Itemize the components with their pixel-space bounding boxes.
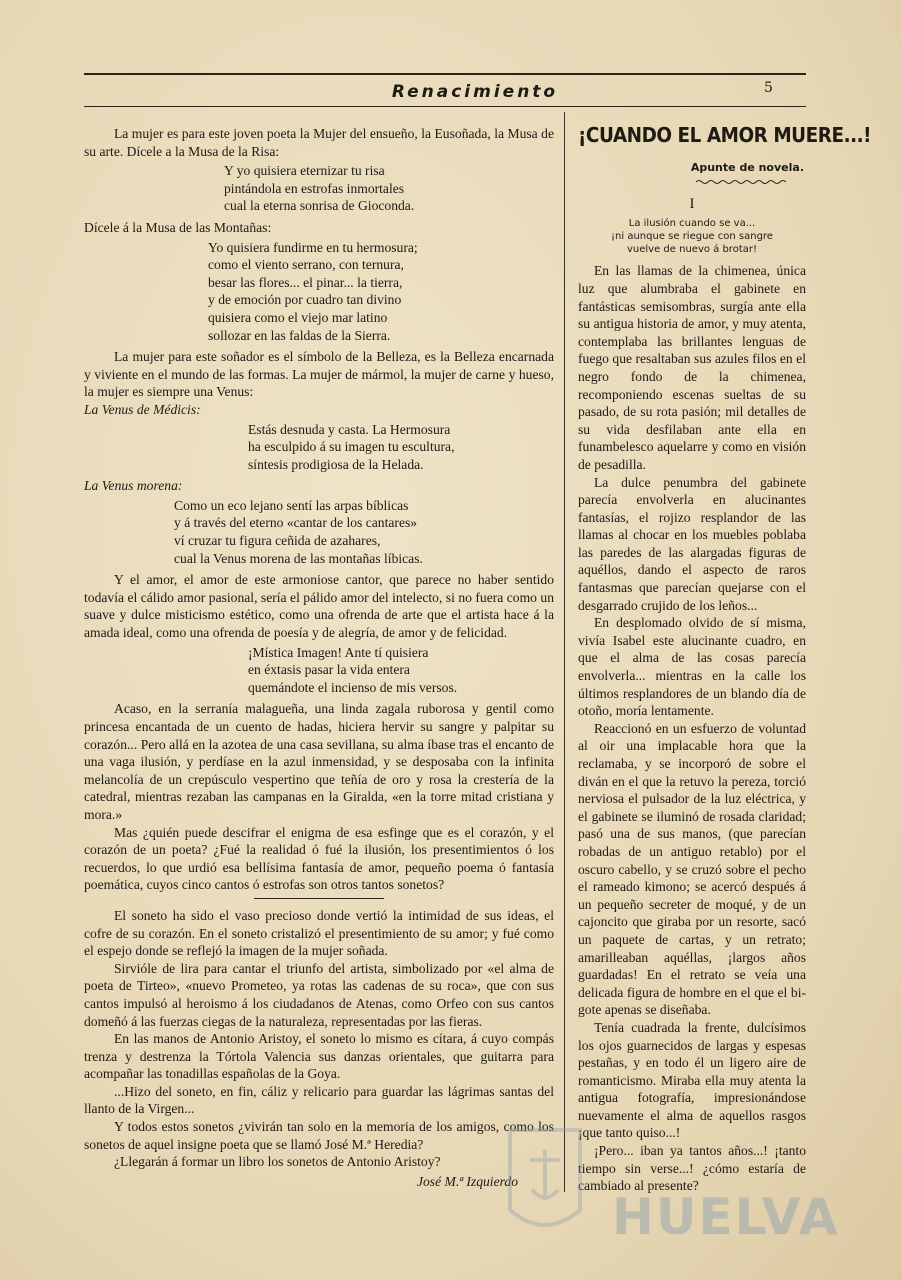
top-rule	[84, 73, 806, 75]
chapter-numeral: I	[689, 195, 695, 212]
masthead: Renacimiento	[391, 82, 559, 102]
story-subtitle: Apunte de novela.	[690, 160, 804, 174]
paragraph: La dulce penumbra del gabinete parecía envolverla en alucinantes fantasías, el rojizo resplandor de las llamas al chocar en los muebles poblaba las paredes de las alargadas figuras de aquéllos, dando el aspecto de raros fantasmas que parecían quejarse con el desgarrado crujido de los leños...	[578, 474, 806, 613]
paragraph: La mujer para este soñador es el símbolo de la Belleza, es la Belleza encarnada y viviente en el mundo de las formas. La mujer de mármol, la mujer de carne y hueso, la mujer es siempre una Venus:	[84, 349, 554, 400]
verse-block	[84, 239, 554, 345]
column-divider	[564, 112, 565, 1192]
paragraph: En las llamas de la chimenea, única luz que alumbraba el gabinete en fantásticas semisombras, surgía ante ella su antigua historia de amor, y muy atenta, contemplaba las brillantes lenguas de fuego que resaltaban sus azules filos en el negro fondo de la chimenea, recomponiendo escenas sueltas de su pasado, de su rota pasión; mil detalles de su vida desfilaban ante ella en funambelesco aquelarre y como en visión de pesadilla.	[578, 263, 806, 472]
left-column-article	[84, 125, 554, 1190]
page-number: 5	[764, 80, 773, 96]
verse-line: ¡Mística Imagen! Ante tí quisiera	[248, 644, 429, 660]
verse-line: quemándote el incienso de mis versos.	[248, 679, 458, 695]
verse-line: en éxtasis pasar la vida entera	[248, 662, 410, 678]
verse-line: y á través del eterno «cantar de los cantares»	[174, 515, 418, 531]
paragraph: En las manos de Antonio Aristoy, el soneto lo mismo es cítara, á cuyo compás trenza y destrenza la Tórtola Valencia sus danzas orientales, que guitarra para acompañar las tonadillas españolas de la Goya.	[84, 1031, 554, 1082]
verse-line: sollozar en las faldas de la Sierra.	[208, 327, 391, 343]
paragraph: En desplomado olvido de sí misma, vivía Isabel este alucinante cuadro, en que el alma de las cosas parecía envolverla... mientras en la calle los últimos resplandores de un blando día de otoño, moría lentamente.	[578, 615, 806, 719]
verse-line: y de emoción por cuadro tan divino	[208, 292, 402, 308]
paragraph: ¡Pero... iban ya tantos años...! ¡tanto tiempo sin verse...! ¿cómo estaría de cambiado al presente?	[578, 1143, 806, 1194]
section-divider	[254, 898, 384, 899]
verse-line: Estás desnuda y casta. La Hermosura	[248, 421, 451, 437]
author-signature: José M.ª Izquierdo	[416, 1173, 518, 1189]
verse-line: cual la eterna sonrisa de Gioconda.	[224, 198, 415, 214]
verse-line: ví cruzar tu figura ceñida de azahares,	[174, 533, 381, 549]
paragraph: Mas ¿quién puede descifrar el enigma de esa esfinge que es el corazón, y el corazón de un poeta? ¿Fué la realidad ó fué la ilusión, los presentimientos ó los recuerdos, lo que urdió esa bellísima fantasía de amor, pequeño poema ó fantasía poemática, cuyos cinco cantos ó estrofas son otros tantos sonetos?	[84, 824, 554, 893]
paragraph: Sirvióle de lira para cantar el triunfo del artista, simbolizado por «el alma de poeta de Tirteo», «nuevo Prometeo, ya rotas las cadenas de su roca», que con sus cantos impulsó al heroismo á los ciudadanos de Atenas, como Orfeo con sus cantos domeñó á las fuerzas ciegas de la naturaleza, representadas por las fieras.	[84, 960, 554, 1029]
verse-line: Yo quisiera fundirme en tu hermosura;	[208, 239, 418, 255]
verse-line: como el viento serrano, con ternura,	[208, 257, 404, 273]
watermark-text: HUELVA	[612, 1188, 840, 1246]
paragraph: La Venus de Médicis:	[84, 401, 201, 417]
paragraph: Y todos estos sonetos ¿vivirán tan solo en la memoria de los amigos, como los sonetos de aquel insigne poeta que se llamó José M.ª Heredia?	[84, 1119, 554, 1152]
epigraph	[578, 217, 806, 256]
paragraph: Acaso, en la serranía malagueña, una linda zagala ruborosa y gentil como princesa encantada de un cuento de hadas, hiciera hervir su sangre y palpitar su corazón... Pero allá en la azotea de una casa sevillana, su alma íbase tras el encanto de una vaga ilusión, y perdíase en la azul inmensidad, y se desposaba con la infinita melancolía de un crepúsculo vespertino que teñía de oro y rosa la crestería de la catedral, mientras rezaban las campanas en la Giralda, «en la torre mitad cristiana y mora.»	[84, 701, 554, 822]
verse-line: Como un eco lejano sentí las arpas bíblicas	[174, 497, 409, 513]
verse-line: besar las flores... el pinar... la tierra,	[208, 274, 403, 290]
verse-block	[84, 644, 554, 697]
verse-line: síntesis prodigiosa de la Helada.	[248, 456, 424, 472]
paragraph: Dícele á la Musa de las Montañas:	[84, 219, 272, 235]
paragraph: Y el amor, el amor de este armoniose cantor, que parece no haber sentido todavía el cálido amor pasional, sería el pálido amor del intelecto, si no fuera como un suave y dulce misticismo estético, como una ofrenda de arte que el artista hace á la amada ideal, como una ofrenda de poesía y de alegría, de amor y de felicidad.	[84, 572, 554, 641]
verse-block	[84, 421, 554, 474]
paragraph: La Venus morena:	[84, 478, 183, 494]
paragraph: El soneto ha sido el vaso precioso donde vertió la intimidad de sus ideas, el cofre de su corazón. En el soneto cristalizó el presentimiento de su amor; y fué como el espejo donde se reflejó la imagen de la mujer soñada.	[84, 907, 554, 959]
verse-line: ha esculpido á su imagen tu escultura,	[248, 439, 455, 455]
paragraph: ¿Llegarán á formar un libro los sonetos de Antonio Aristoy?	[114, 1154, 441, 1170]
verse-block	[84, 497, 554, 567]
paragraph: Reaccionó en un esfuerzo de voluntad al oir una implacable hora que la reclamaba, y se incorporó de sobre el diván en el que la retuvo la pereza, torció nerviosa el pulsador de la luz eléctrica, y el gabinete se iluminó de rosada claridad; pasó una de sus manos, (que parecían robadas de un antiguo retablo) por el oscuro cabello, y se cruzó sobre el pecho el rameado kimono; se acercó después á un pequeño secreter de moqué, y de un cajoncito que giraba por un resorte, sacó un paquete de cartas, y un retrato; amarilleaban aquéllas, ¡largos años guardadas! En el retrato se veía una delicada figura de hombre en el que el bigote apenas se diseñaba.	[578, 720, 806, 1018]
verse-line: cual la Venus morena de las montañas líbicas.	[174, 550, 423, 566]
epigraph-line: ¡ni aunque se riegue con sangre	[611, 231, 773, 243]
paragraph: Tenía cuadrada la frente, dulcísimos los ojos guarnecidos de largas y espesas pestañas, y en todo él un ligero aire de romanticismo. Miraba ella muy atenta la antigua fotografía, impresionándose nuevamente el alma de aquellos rasgos ¡que tanto quiso...!	[578, 1019, 806, 1141]
verse-block	[84, 162, 554, 215]
paragraph: ...Hizo del soneto, en fin, cáliz y relicario para guardar las lágrimas santas del llanto de la Virgen...	[84, 1083, 554, 1117]
paragraph: La mujer es para este joven poeta la Mujer del ensueño, la Eusoñada, la Musa de su arte. Dícele a la Musa de la Risa:	[84, 126, 554, 159]
verse-line: quisiera como el viejo mar latino	[208, 309, 388, 325]
right-column-story	[578, 123, 872, 1195]
story-title: ¡CUANDO EL AMOR MUERE...!	[578, 123, 872, 147]
verse-line: pintándola en estrofas inmortales	[224, 180, 405, 196]
wavy-underline-ornament	[696, 179, 786, 185]
epigraph-line: La ilusión cuando se va...	[628, 218, 756, 230]
epigraph-line: vuelve de nuevo á brotar!	[627, 244, 757, 256]
header-rule	[84, 106, 806, 107]
verse-line: Y yo quisiera eternizar tu risa	[224, 163, 385, 179]
